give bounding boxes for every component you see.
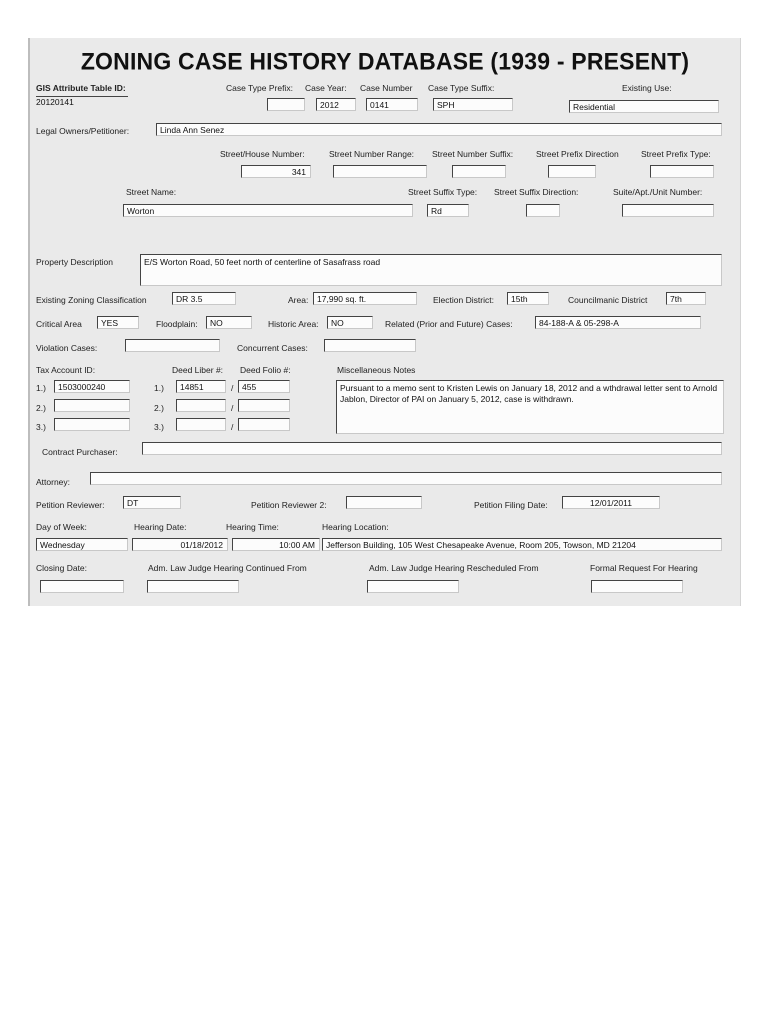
- property-description-field[interactable]: E/S Worton Road, 50 feet north of centerline of Sasafrass road: [140, 254, 722, 286]
- misc-notes-label: Miscellaneous Notes: [337, 365, 416, 375]
- deed-row-3-label: 3.): [154, 422, 164, 432]
- attorney-field[interactable]: [90, 472, 722, 485]
- petition-filing-date-label: Petition Filing Date:: [474, 500, 548, 510]
- councilmanic-district-field[interactable]: 7th: [666, 292, 706, 305]
- deed-liber-1-field[interactable]: 14851: [176, 380, 226, 393]
- existing-use-field[interactable]: Residential: [569, 100, 719, 113]
- street-suffix-type-field[interactable]: Rd: [427, 204, 469, 217]
- tax-row-2-label: 2.): [36, 403, 46, 413]
- petition-reviewer-2-label: Petition Reviewer 2:: [251, 500, 327, 510]
- contract-purchaser-label: Contract Purchaser:: [42, 447, 118, 457]
- existing-zoning-label: Existing Zoning Classification: [36, 295, 147, 305]
- historic-area-field[interactable]: NO: [327, 316, 373, 329]
- alj-continued-field[interactable]: [147, 580, 239, 593]
- closing-date-field[interactable]: [40, 580, 124, 593]
- formal-request-field[interactable]: [591, 580, 683, 593]
- concurrent-cases-label: Concurrent Cases:: [237, 343, 308, 353]
- case-number-field[interactable]: 0141: [366, 98, 418, 111]
- petition-reviewer-field[interactable]: DT: [123, 496, 181, 509]
- related-cases-label: Related (Prior and Future) Cases:: [385, 319, 513, 329]
- form-title: ZONING CASE HISTORY DATABASE (1939 - PRESENT): [80, 47, 690, 75]
- deed-row-2-label: 2.): [154, 403, 164, 413]
- case-number-label: Case Number: [360, 83, 413, 93]
- floodplain-field[interactable]: NO: [206, 316, 252, 329]
- concurrent-cases-field[interactable]: [324, 339, 416, 352]
- critical-area-field[interactable]: YES: [97, 316, 139, 329]
- tax-account-label: Tax Account ID:: [36, 365, 96, 375]
- suite-unit-field[interactable]: [622, 204, 714, 217]
- legal-owners-label: Legal Owners/Petitioner:: [36, 126, 130, 136]
- contract-purchaser-field[interactable]: [142, 442, 722, 455]
- zoning-case-form: [28, 38, 741, 606]
- street-number-suffix-label: Street Number Suffix:: [432, 149, 514, 159]
- street-suffix-type-label: Street Suffix Type:: [408, 187, 478, 197]
- hearing-date-label: Hearing Date:: [134, 522, 187, 532]
- hearing-location-label: Hearing Location:: [322, 522, 389, 532]
- alj-rescheduled-field[interactable]: [367, 580, 459, 593]
- case-year-label: Case Year:: [305, 83, 347, 93]
- hearing-time-label: Hearing Time:: [226, 522, 279, 532]
- area-field[interactable]: 17,990 sq. ft.: [313, 292, 417, 305]
- case-type-prefix-label: Case Type Prefix:: [226, 83, 293, 93]
- floodplain-label: Floodplain:: [156, 319, 198, 329]
- street-name-field[interactable]: Worton: [123, 204, 413, 217]
- street-prefix-direction-field[interactable]: [548, 165, 596, 178]
- street-prefix-type-field[interactable]: [650, 165, 714, 178]
- deed-liber-label: Deed Liber #:: [172, 365, 224, 375]
- petition-filing-date-field[interactable]: 12/01/2011: [562, 496, 660, 509]
- tax-account-1-field[interactable]: 1503000240: [54, 380, 130, 393]
- case-type-suffix-field[interactable]: SPH: [433, 98, 513, 111]
- street-suffix-direction-label: Street Suffix Direction:: [494, 187, 579, 197]
- misc-notes-field[interactable]: Pursuant to a memo sent to Kristen Lewis on January 18, 2012 and a wthdrawal letter sent to Arnold Jablon, Director of PAI on January 5, 2012, case is withdrawn.: [336, 380, 724, 434]
- hearing-date-field[interactable]: 01/18/2012: [132, 538, 228, 551]
- street-prefix-type-label: Street Prefix Type:: [641, 149, 711, 159]
- street-number-suffix-field[interactable]: [452, 165, 506, 178]
- tax-row-1-label: 1.): [36, 383, 46, 393]
- critical-area-label: Critical Area: [36, 319, 82, 329]
- legal-owners-field[interactable]: Linda Ann Senez: [156, 123, 722, 136]
- deed-folio-label: Deed Folio #:: [240, 365, 291, 375]
- related-cases-field[interactable]: 84-188-A & 05-298-A: [535, 316, 701, 329]
- tax-account-2-field[interactable]: [54, 399, 130, 412]
- tax-row-3-label: 3.): [36, 422, 46, 432]
- attorney-label: Attorney:: [36, 477, 71, 487]
- alj-rescheduled-label: Adm. Law Judge Hearing Rescheduled From: [369, 563, 539, 573]
- street-number-range-label: Street Number Range:: [329, 149, 415, 159]
- case-type-suffix-label: Case Type Suffix:: [428, 83, 495, 93]
- existing-zoning-field[interactable]: DR 3.5: [172, 292, 236, 305]
- violation-cases-field[interactable]: [125, 339, 220, 352]
- deed-liber-2-field[interactable]: [176, 399, 226, 412]
- hearing-location-field[interactable]: Jefferson Building, 105 West Chesapeake Avenue, Room 205, Towson, MD 21204: [322, 538, 722, 551]
- election-district-label: Election District:: [433, 295, 494, 305]
- formal-request-label: Formal Request For Hearing: [590, 563, 698, 573]
- street-prefix-direction-label: Street Prefix Direction: [536, 149, 619, 159]
- gis-value: 20120141: [36, 97, 74, 107]
- street-house-number-field[interactable]: 341: [241, 165, 311, 178]
- day-of-week-field[interactable]: Wednesday: [36, 538, 128, 551]
- suite-unit-label: Suite/Apt./Unit Number:: [613, 187, 703, 197]
- street-house-number-label: Street/House Number:: [220, 149, 305, 159]
- deed-folio-2-field[interactable]: [238, 399, 290, 412]
- street-number-range-field[interactable]: [333, 165, 427, 178]
- deed-row-1-label: 1.): [154, 383, 164, 393]
- councilmanic-district-label: Councilmanic District: [568, 295, 648, 305]
- existing-use-label: Existing Use:: [622, 83, 672, 93]
- area-label: Area:: [288, 295, 309, 305]
- petition-reviewer-2-field[interactable]: [346, 496, 422, 509]
- deed-slash-1: /: [231, 383, 234, 393]
- historic-area-label: Historic Area:: [268, 319, 319, 329]
- deed-slash-2: /: [231, 403, 234, 413]
- deed-folio-1-field[interactable]: 455: [238, 380, 290, 393]
- hearing-time-field[interactable]: 10:00 AM: [232, 538, 320, 551]
- case-year-field[interactable]: 2012: [316, 98, 356, 111]
- gis-label: GIS Attribute Table ID:: [36, 83, 126, 93]
- violation-cases-label: Violation Cases:: [36, 343, 98, 353]
- deed-folio-3-field[interactable]: [238, 418, 290, 431]
- closing-date-label: Closing Date:: [36, 563, 88, 573]
- day-of-week-label: Day of Week:: [36, 522, 87, 532]
- case-type-prefix-field[interactable]: [267, 98, 305, 111]
- deed-slash-3: /: [231, 422, 234, 432]
- deed-liber-3-field[interactable]: [176, 418, 226, 431]
- tax-account-3-field[interactable]: [54, 418, 130, 431]
- petition-reviewer-label: Petition Reviewer:: [36, 500, 105, 510]
- street-name-label: Street Name:: [126, 187, 177, 197]
- street-suffix-direction-field[interactable]: [526, 204, 560, 217]
- gis-underline: [36, 96, 128, 97]
- alj-continued-label: Adm. Law Judge Hearing Continued From: [148, 563, 307, 573]
- property-description-label: Property Description: [36, 257, 114, 267]
- election-district-field[interactable]: 15th: [507, 292, 549, 305]
